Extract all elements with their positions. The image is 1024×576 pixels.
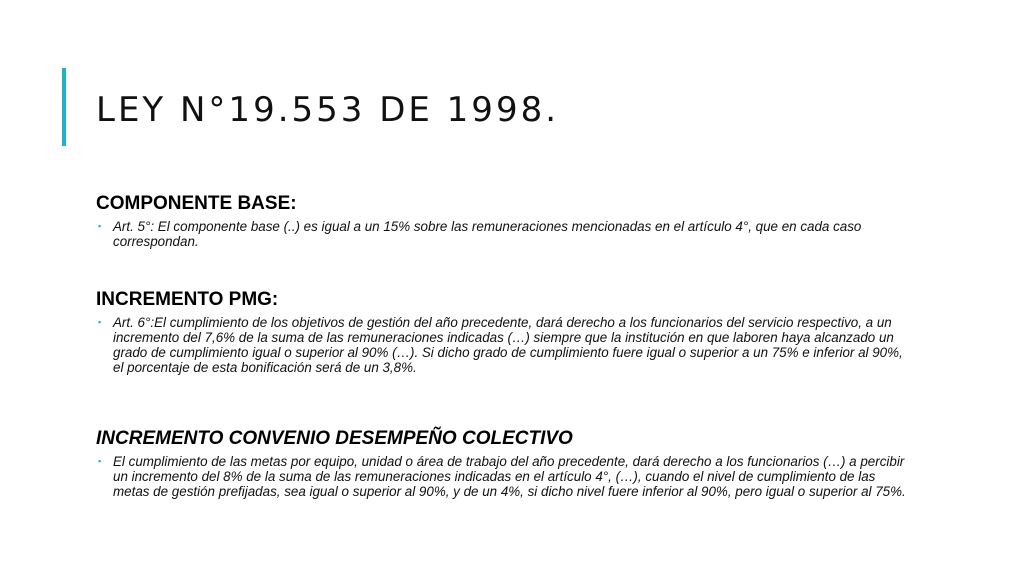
section-heading: COMPONENTE BASE: <box>96 193 297 214</box>
slide-title: LEY N°19.553 DE 1998. <box>96 90 560 130</box>
bullet-text: El cumplimiento de las metas por equipo, unidad o área de trabajo del año precedente, dará derecho a los funcionarios (…) a percibir un incremento del 8% de la suma de las remuneraciones indicadas en el artículo 4°, (…), cuando el nivel de cumplimiento de las metas de gestión prefijadas, sea igual o superior al 90%, y de un 4%, si dicho nivel fuere inferior al 90%, pero igual o superior al 75%. <box>113 454 906 499</box>
square-bullet-icon: ▪ <box>98 221 102 231</box>
bullet-text: Art. 5°: El componente base (..) es igual a un 15% sobre las remuneraciones mencionadas en el artículo 4°, que en cada caso correspondan. <box>113 219 862 249</box>
section-incremento-pmg <box>96 288 906 427</box>
bullet-item <box>96 454 906 499</box>
bullet-text: Art. 6°:El cumplimiento de los objetivos de gestión del año precedente, dará derecho a los funcionarios del servicio respectivo, a un incremento del 7,6% de la suma de las remuneraciones indicadas (…) siempre que la institución en que laboren haya alcanzado un grado de cumplimiento igual o superior al 90% (…). Si dicho grado de cumplimiento fuere igual o superior a un 75% e inferior al 90%, el porcentaje de esta bonificación será de un 3,8%. <box>113 315 903 375</box>
section-heading: INCREMENTO PMG: <box>96 289 279 310</box>
square-bullet-icon: ▪ <box>98 456 102 466</box>
title-accent-bar <box>62 68 66 146</box>
section-incremento-convenio <box>96 427 906 499</box>
bullet-item <box>96 219 906 249</box>
square-bullet-icon: ▪ <box>98 317 102 327</box>
section-heading: INCREMENTO CONVENIO DESEMPEÑO COLECTIVO <box>96 428 573 449</box>
slide-content <box>96 192 906 499</box>
section-componente-base <box>96 192 906 288</box>
bullet-item <box>96 315 906 375</box>
